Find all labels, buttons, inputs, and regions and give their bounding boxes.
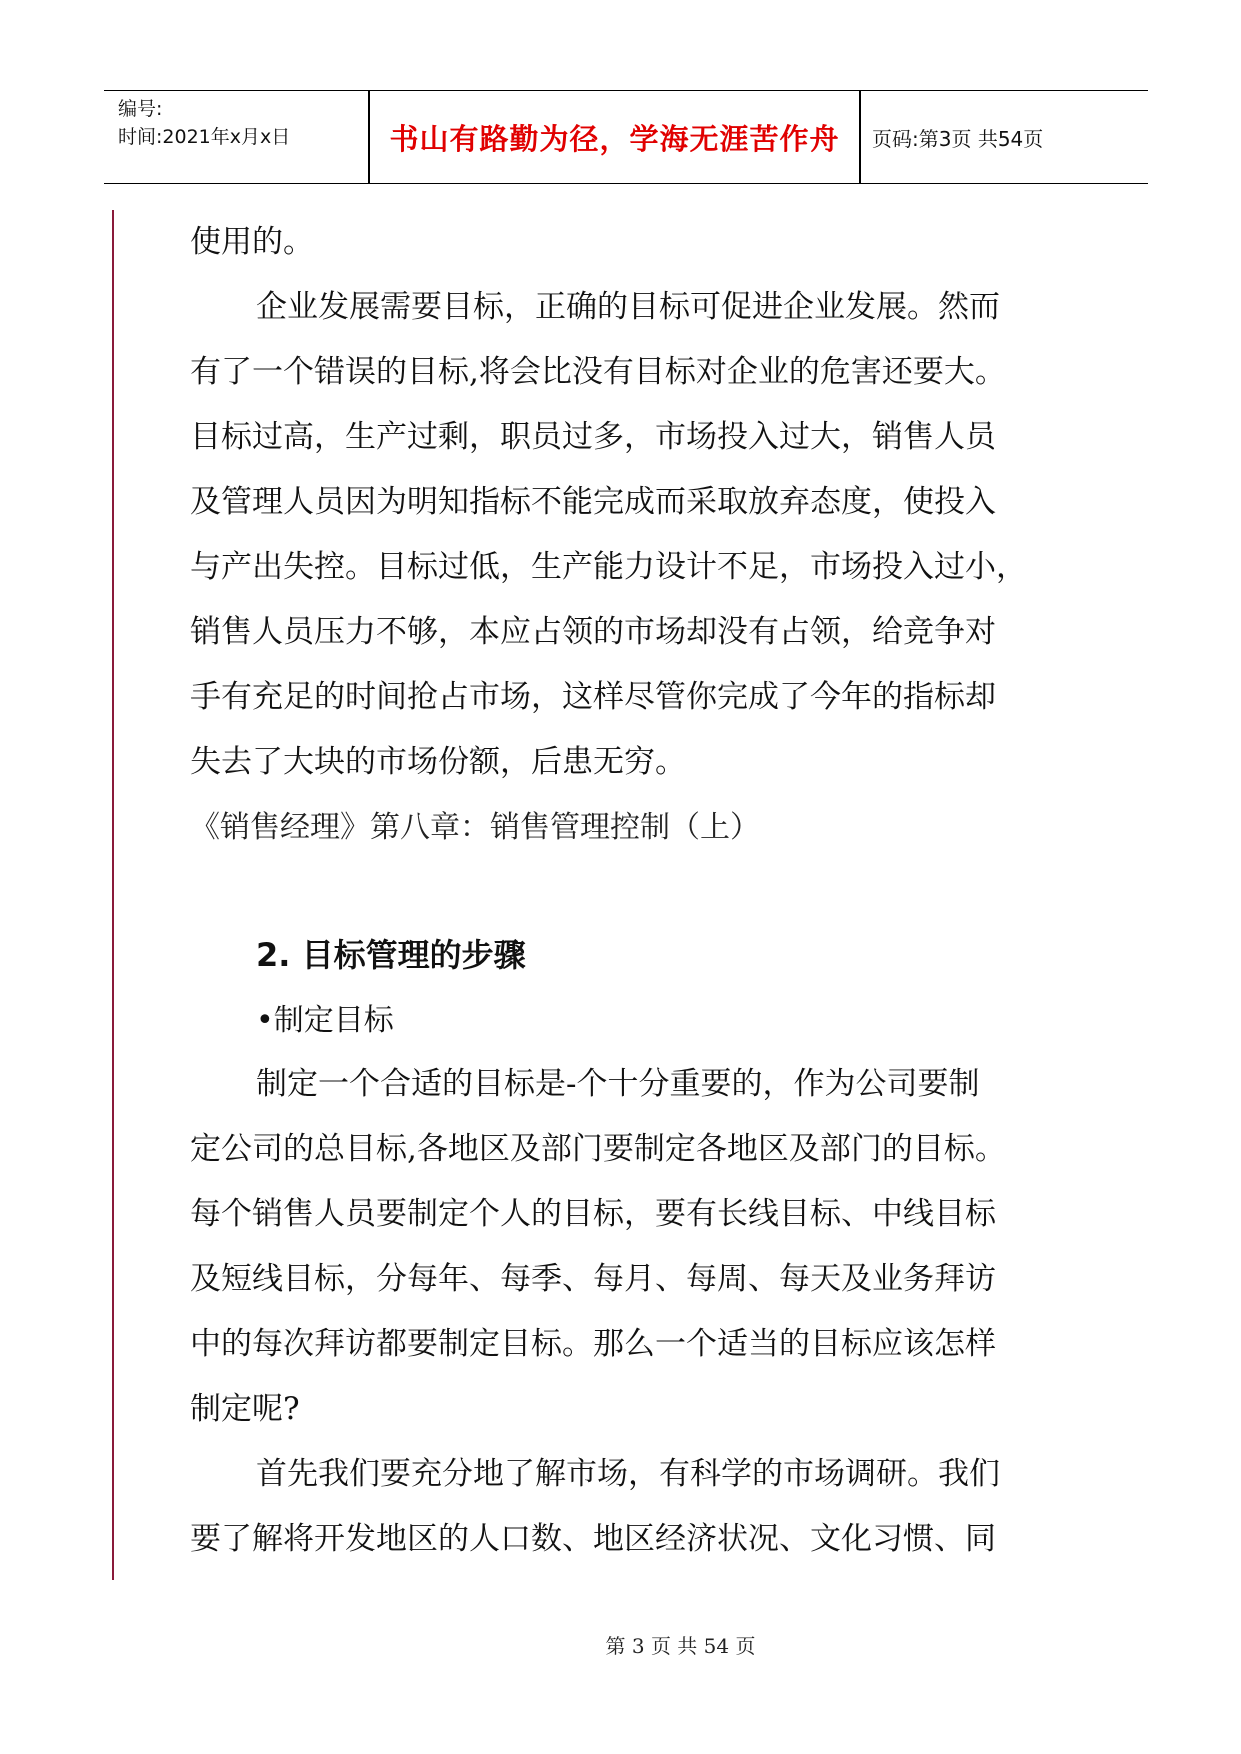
body-line: 中的每次拜访都要制定目标。那么一个适当的目标应该怎样: [190, 1326, 996, 1362]
page-footer: 第 3 页 共 54 页: [605, 1634, 756, 1658]
paragraph-block-a: [190, 210, 1060, 795]
body-line: 失去了大块的市场份额，后患无穷。: [190, 744, 686, 780]
body-line: 制定一个合适的目标是-个十分重要的，作为公司要制: [256, 1066, 980, 1102]
body-line: 制定呢?: [190, 1391, 300, 1427]
body-line: 手有充足的时间抢占市场，这样尽管你完成了今年的指标却: [190, 679, 996, 715]
header-divider-right: [859, 91, 861, 183]
bullet-item: •制定目标: [256, 1003, 394, 1038]
body-line: 及短线目标，分每年、每季、每月、每周、每天及业务拜访: [190, 1261, 996, 1297]
body-line: 使用的。: [190, 224, 314, 260]
body-line: 企业发展需要目标，正确的目标可促进企业发展。然而: [256, 289, 1000, 325]
body-line: 定公司的总目标,各地区及部门要制定各地区及部门的目标。: [190, 1131, 1006, 1167]
margin-line: [112, 210, 114, 1580]
body-line: 及管理人员因为明知指标不能完成而采取放弃态度，使投入: [190, 484, 996, 520]
paragraph-block-b: [190, 1052, 1060, 1572]
serial-number-label: 编号:: [118, 98, 163, 120]
header-page-info: 页码:第3页 共54页: [872, 126, 1044, 151]
body-line: 首先我们要充分地了解市场，有科学的市场调研。我们: [256, 1456, 1000, 1492]
body-line: 要了解将开发地区的人口数、地区经济状况、文化习惯、同: [190, 1521, 996, 1557]
body-line: 销售人员压力不够，本应占领的市场却没有占领，给竞争对: [190, 614, 996, 650]
chapter-note: 《销售经理》第八章：销售管理控制（上）: [190, 810, 760, 845]
date-label: 时间:2021年x月x日: [118, 126, 291, 148]
header-meta: [118, 95, 368, 151]
header-motto: 书山有路勤为径，学海无涯苦作舟: [389, 121, 840, 156]
section-heading: 2. 目标管理的步骤: [256, 936, 526, 974]
page-header: [104, 90, 1148, 184]
document-body: [190, 210, 1060, 1572]
body-line: 有了一个错误的目标,将会比没有目标对企业的危害还要大。: [190, 354, 1006, 390]
body-line: 目标过高，生产过剩，职员过多，市场投入过大，销售人员: [190, 419, 996, 455]
body-line: 每个销售人员要制定个人的目标，要有长线目标、中线目标: [190, 1196, 996, 1232]
body-line: 与产出失控。目标过低，生产能力设计不足，市场投入过小，: [190, 549, 1027, 585]
